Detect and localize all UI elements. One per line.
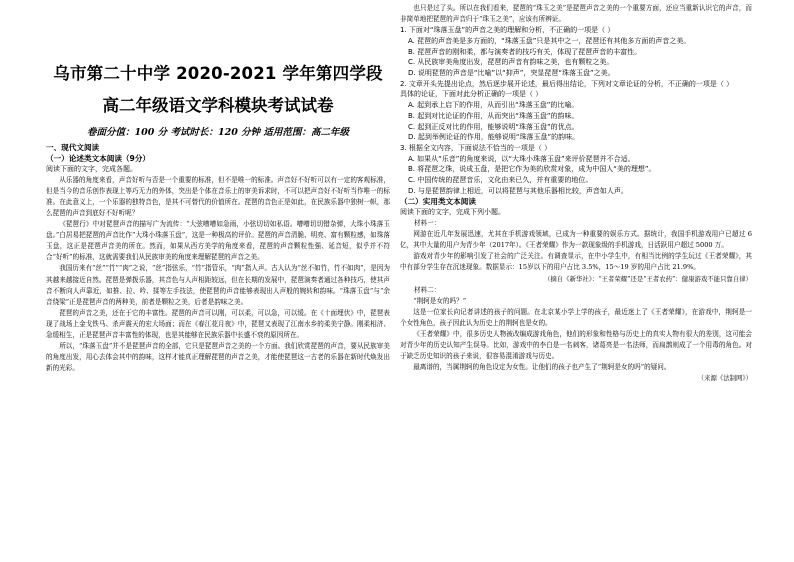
paragraph: 《王者荣耀》中，很多历史人物被改编成游戏角色，他们的形象和性格与历史上的真实人物有很大的差别，这可能会对青少年的历史认知产生误导。比如，游戏中的李白是一名刺客，诸葛亮是一名法师，而扁鹊则成了一个用毒的角色。对于缺乏历史知识的孩子来说，很容易混淆游戏与历史。 [400,329,752,360]
material-title: “荆轲是女的吗？” [413,296,467,305]
option: C. 中国传统的琵琶音乐，文化由来已久，并有重要的地位。 [408,176,593,185]
paragraph: 所以，“珠落玉盘”并不是琵琶声音的全部，它只是琵琶声音之美的一个方面。我们欣赏琵琶的声音，要从民族审美的角度出发，用心去体会其中的韵味，这样才能真正理解琵琶的声音之美，才能使琵琶这一古老的乐器在新时代焕发出新的光彩。 [46,342,390,373]
option: A. 琵琶的声音美是多方面的，“珠落玉盘”只是其中之一，琵琶还有其他多方面的声音之美。 [408,36,691,45]
option: A. 起到承上启下的作用，从而引出“珠落玉盘”的比喻。 [408,101,579,110]
option: D. 起到举例论证的作用，能够说明“珠落玉盘”的韵味。 [408,133,580,142]
option: B. 起到对比论证的作用，从而突出“珠落玉盘”的韵味。 [408,111,579,120]
paragraph: 琵琶的声音之美，还在于它的丰富性。琵琶的声音可以刚，可以柔，可以急，可以缓。在《十面埋伏》中，琵琶表现了战场上金戈铁马、杀声震天的宏大场面；而在《春江花月夜》中，琵琶又表现了江南水乡的柔美宁静。刚柔相济、急缓相生，正是琵琶声音丰富性的体现，也是其能够在民族乐器中长盛不衰的原因所在。 [46,308,390,340]
question-3: 3. 根据全文内容，下面说法不恰当的一项是（ ） [400,143,552,152]
paragraph: 我国历来有“丝”“竹”“肉”之说，“丝”指弦乐，“竹”指管乐，“肉”指人声。古人认为“丝不如竹，竹不如肉”，是因为其越来越接近自然。琵琶是弹拨乐器，其音色与人声相距较远，但在长期的发展中，琵琶演奏者通过各种技巧，使其声音不断向人声靠近，如推、拉、吟、揉等左手技法，使琵琶的声音能够表现出人声般的婉转和韵味。“珠落玉盘”与“余音绕梁”正是琵琶声音的两种美，前者是颗粒之美，后者是韵味之美。 [46,264,390,306]
option: D. 说明琵琶的声音是“比喻”以“抑声”，突显琵琶“珠落玉盘”之美。 [408,69,615,77]
right-body [400,3,752,556]
subsection-heading: （二）实用类文本阅读 [400,197,476,207]
right-column [400,0,752,562]
left-body [46,142,390,556]
material-label: 材料二： [414,285,441,294]
source-citation: （来源《法制网》） [697,374,752,383]
paragraph: 游戏对青少年的影响引发了社会的广泛关注。有调查显示，在中小学生中，有相当比例的学生玩过《王者荣耀》，其中有部分学生存在沉迷现象。数据显示：15岁以下的用户占比 3.5%，15～19 岁的用户占比 21.9%。 [400,252,752,272]
instruction: 阅读下面的文字，完成下列小题。 [400,208,505,217]
question-2: 2. 文章开头先提出论点，然后逐步展开论述，最后得出结论，下列对文章论证的分析，不正确的一项是（ ） [400,79,734,88]
exam-info: 卷面分值：100 分 考试时长：120 分钟 适用范围：高二年级 [87,127,349,138]
paragraph: 最离谱的，当属荆轲的角色设定为女性。让他们的孩子也产生了“荆轲是女的吗”的疑问。 [413,363,671,372]
option: B. 琵琶声音的刚和柔，都与演奏者的技巧有关，体现了琵琶声音的丰富性。 [408,47,642,56]
exam-title: 乌市第二十中学 2020-2021 学年第四学段 [53,64,383,83]
option: A. 如果从“乐音”的角度来说，以“大珠小珠落玉盘”来评价琵琶并不合适。 [408,154,635,163]
option: C. 从民族审美角度出发，琵琶的声音有韵味之美，也有颗粒之美。 [408,58,614,67]
paragraph: 也只是过了头。所以在我们看来，琵琶的“珠玉之美”是琵琶声音之美的一个重要方面，还应当重新认识它的声音，而非简单地把琵琶的声音归于“珠玉之美”，应该有所辨证。 [400,4,752,24]
paragraph: 这是一位家长向记者讲述的孩子的问题。在北京某小学上学的孩子，最近迷上了《王者荣耀》，在游戏中，荆轲是一个女性角色，孩子因此认为历史上的荆轲也是女的。 [400,307,752,327]
instruction: 阅读下面的文字，完成各题。 [46,165,137,173]
option: D. 与是琵琶韵律上相近，可以将琵琶与其他乐器相比较，声音如人声。 [408,186,628,195]
question-1: 1. 下面对“珠落玉盘”的声音之美的理解和分析，不正确的一项是（ ） [400,26,615,35]
subsection-heading: （一）论述类文本阅读（9分） [46,154,151,163]
paragraph: 从乐器的角度来看，声音好听与否是一个重要的标准，但不是唯一的标准。声音好不好听可以有一定的客观标准，但是当今的音乐创作表现上等巧无力的外体，突出是个体在音乐上的审美诉求时，不可以把声音好不好听当作唯一的标准。在此意义上，一个乐器的独特音色，是其不可替代的价值所在。琵琶的音色正是如此，在民族乐器中独树一帜，那么琵琶的声音到底好不好听呢？ [46,175,390,217]
option: B. 将琵琶之珠，说成玉盘，是把它作为美的欣赏对象，成为中国人“美的理想”。 [408,165,656,174]
question-2-sub: 具体的论证，下面对此分析正确的一项是（ ） [400,90,543,99]
left-column [46,0,390,562]
source-citation: （摘自《新华社》：“王者荣耀”还是“王者农药”：健康游戏不能只靠自律） [544,274,752,283]
option: C. 起到正反对比的作用，能够说明“珠落玉盘”的优点。 [408,122,579,131]
paragraph: 《琵琶行》中对琵琶声音的描写广为流传：“大弦嘈嘈如急雨，小弦切切如私语。嘈嘈切切错杂弹，大珠小珠落玉盘。”白居易把琵琶的声音比作“大珠小珠落玉盘”，这是一种极高的评价。琵琶的声音清脆、明亮、富有颗粒感，如珠落玉盘，这正是琵琶声音美的所在。然而，如果从西方美学的角度来看，琵琶的声音颗粒性强、延音短，似乎并不符合“好听”的标准，这就需要我们从民族审美的角度来理解琵琶的声音之美。 [46,220,390,262]
paragraph: 网游在近几年发展迅速，尤其在手机游戏领域，已成为一种重要的娱乐方式。据统计，我国手机游戏用户已超过 6 亿，其中大量的用户为青少年（2017年）。《王者荣耀》作为一款现象级的手机游戏，日活跃用户超过 5000 万。 [400,230,752,250]
exam-subtitle: 高二年级语文学科模块考试试卷 [102,96,334,115]
material-label: 材料一： [414,219,441,228]
section-heading: 一、现代文阅读 [46,143,100,152]
